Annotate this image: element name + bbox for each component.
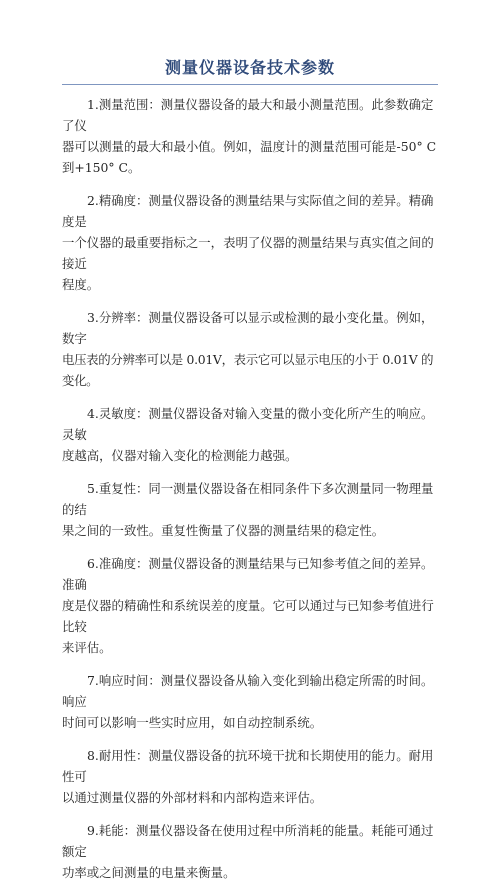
paragraph-line: 来评估。 (62, 640, 112, 655)
paragraph-line: 电压表的分辨率可以是 0.01V，表示它可以显示电压的小于 0.01V 的变化。 (62, 352, 434, 388)
paragraph-line: 6.准确度：测量仪器设备的测量结果与已知参考值之间的差异。准确 (62, 556, 434, 592)
document-body (62, 94, 440, 895)
paragraph-line: 果之间的一致性。重复性衡量了仪器的测量结果的稳定性。 (62, 523, 385, 538)
paragraph-line: 8.耐用性：测量仪器设备的抗环境干扰和长期使用的能力。耐用性可 (62, 748, 434, 784)
paragraph-line: 度是仪器的精确性和系统误差的度量。它可以通过与已知参考值进行比较 (62, 598, 434, 634)
paragraph-4 (62, 403, 440, 466)
page-title: 测量仪器设备技术参数 (164, 58, 335, 77)
paragraph-1 (62, 94, 440, 178)
paragraph-line: 以通过测量仪器的外部材料和内部构造来评估。 (62, 790, 323, 805)
paragraph-line: 程度。 (62, 277, 100, 292)
paragraph-9 (62, 820, 440, 883)
paragraph-line: 时间可以影响一些实时应用，如自动控制系统。 (62, 715, 323, 730)
paragraph-8 (62, 745, 440, 808)
paragraph-line: 4.灵敏度：测量仪器设备对输入变量的微小变化所产生的响应。灵敏 (62, 406, 434, 442)
paragraph-3 (62, 307, 440, 391)
title-underline (62, 84, 438, 85)
paragraph-6 (62, 553, 440, 658)
paragraph-line: 器可以测量的最大和最小值。例如，温度计的测量范围可能是-50° C (62, 139, 437, 154)
paragraph-line: 一个仪器的最重要指标之一，表明了仪器的测量结果与真实值之间的接近 (62, 235, 434, 271)
paragraph-line: 度越高，仪器对输入变化的检测能力越强。 (62, 448, 298, 463)
paragraph-line: 9.耗能：测量仪器设备在使用过程中所消耗的能量。耗能可通过额定 (62, 823, 434, 859)
paragraph-5 (62, 478, 440, 541)
paragraph-line: 到+150° C。 (62, 160, 141, 175)
paragraph-line: 2.精确度：测量仪器设备的测量结果与实际值之间的差异。精确度是 (62, 193, 434, 229)
paragraph-2 (62, 190, 440, 295)
paragraph-line: 5.重复性：同一测量仪器设备在相同条件下多次测量同一物理量的结 (62, 481, 434, 517)
paragraph-line: 功率或之间测量的电量来衡量。 (62, 865, 236, 880)
paragraph-line: 7.响应时间：测量仪器设备从输入变化到输出稳定所需的时间。响应 (62, 673, 434, 709)
paragraph-line: 3.分辨率：测量仪器设备可以显示或检测的最小变化量。例如，数字 (62, 310, 434, 346)
paragraph-line: 1.测量范围：测量仪器设备的最大和最小测量范围。此参数确定了仪 (62, 97, 434, 133)
